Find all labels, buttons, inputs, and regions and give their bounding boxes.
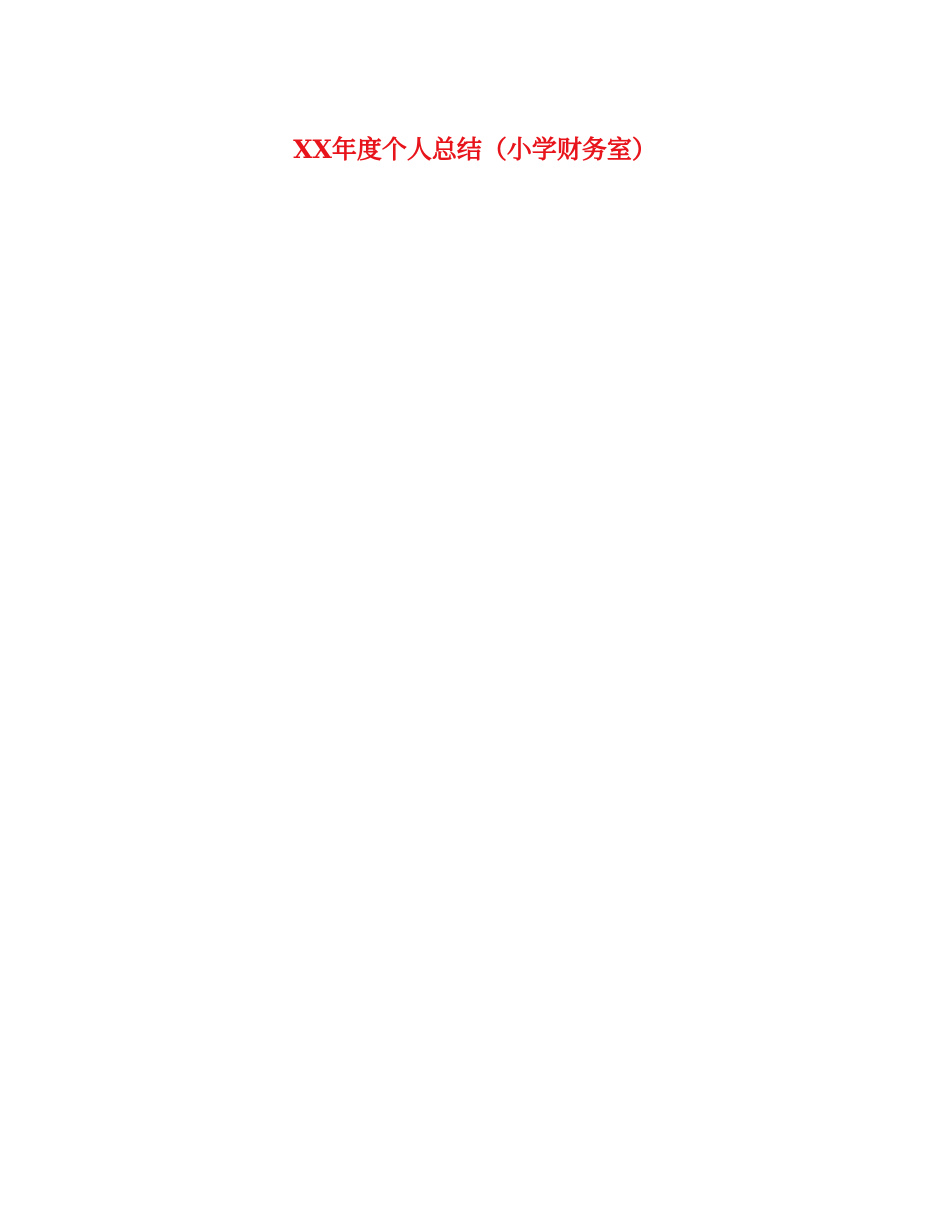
- document-title: XX年度个人总结（小学财务室）: [293, 135, 657, 164]
